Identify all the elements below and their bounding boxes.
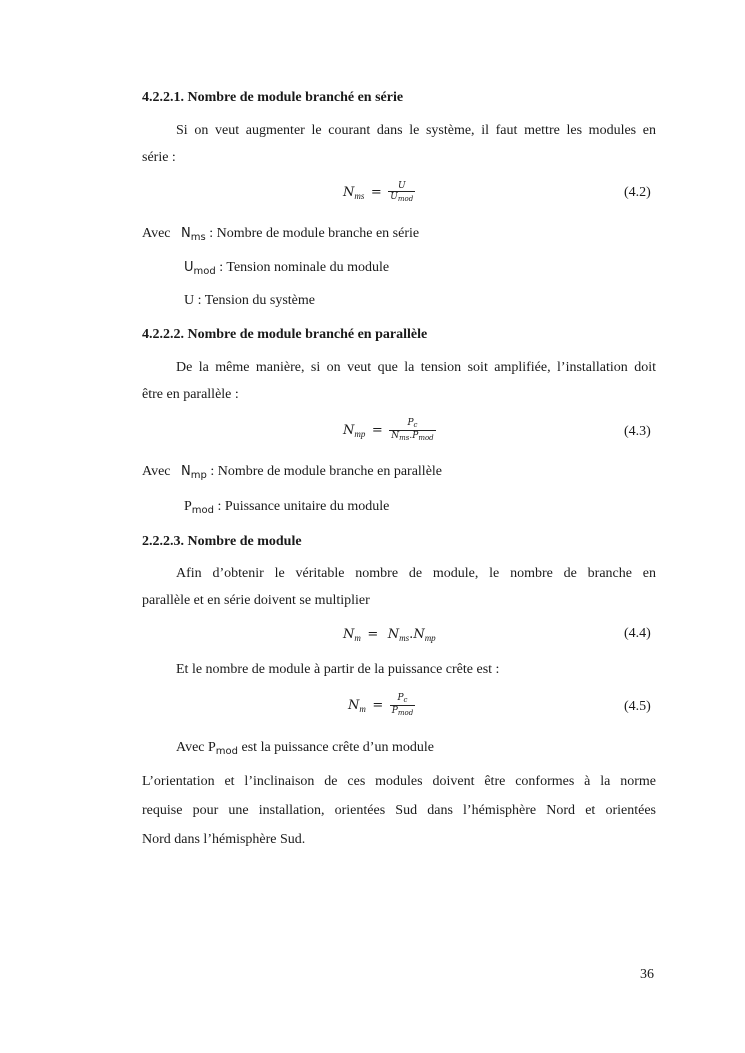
eq-num-main: P bbox=[407, 418, 414, 428]
paragraph-serie bbox=[142, 117, 656, 171]
eq-denominator bbox=[388, 192, 415, 205]
eq-num-sub: c bbox=[403, 696, 408, 704]
symbol-sub: mod bbox=[191, 505, 215, 516]
symbol-main: U bbox=[184, 260, 194, 275]
section-heading-2223: 2.2.2.3. Nombre de module bbox=[142, 534, 302, 549]
symbol-sub: mod bbox=[193, 266, 216, 277]
eq-lhs-sub: mp bbox=[354, 429, 366, 440]
definition-text: : Nombre de module branche en série bbox=[209, 226, 420, 241]
eq-term-sub: mp bbox=[424, 633, 436, 643]
eq-lhs-sub: ms bbox=[354, 191, 365, 202]
equation-4-4 bbox=[343, 626, 436, 647]
equation-number-4-4: (4.4) bbox=[624, 626, 651, 641]
eq-term-main: N bbox=[413, 627, 425, 642]
eq-den-main: U bbox=[390, 192, 398, 202]
eq-dot: . bbox=[409, 627, 414, 642]
avec-label: Avec bbox=[142, 226, 171, 241]
paragraph-line: L’orientation et l’inclinaison de ces modules doivent être conformes à la norme bbox=[142, 774, 656, 789]
eq-numerator bbox=[390, 693, 415, 706]
section-heading-4221: 4.2.2.1. Nombre de module branché en série bbox=[142, 90, 404, 105]
symbol-sub: ms bbox=[190, 232, 206, 243]
paragraph-line: parallèle et en série doivent se multiplier bbox=[142, 593, 370, 608]
eq-numerator: U bbox=[388, 181, 415, 192]
eq-den-main: P bbox=[412, 431, 419, 441]
eq-term-main: N bbox=[387, 627, 400, 642]
equation-4-5 bbox=[348, 693, 415, 719]
eq-denominator bbox=[389, 431, 435, 444]
definition-text: : Tension nominale du module bbox=[219, 260, 390, 275]
eq-lhs: N bbox=[343, 627, 355, 642]
eq-equals: = bbox=[370, 185, 382, 201]
eq-equals: = bbox=[372, 698, 384, 714]
definition-text: : Nombre de module branche en parallèle bbox=[210, 464, 443, 479]
paragraph-nombre-module bbox=[142, 560, 656, 614]
eq-lhs: N bbox=[348, 698, 360, 714]
definition-u: U : Tension du système bbox=[184, 293, 315, 308]
definition-pmod bbox=[184, 498, 389, 520]
eq-den-sub: mod bbox=[418, 434, 434, 442]
eq-lhs: N bbox=[343, 185, 355, 201]
eq-num-main: P bbox=[397, 693, 404, 703]
eq-num-sub: c bbox=[413, 421, 418, 429]
paragraph-line: série : bbox=[142, 150, 176, 165]
paragraph-line: requise pour une installation, orientées Sud dans l’hémisphère Nord et orientées bbox=[142, 803, 656, 818]
eq-den-main: P bbox=[391, 706, 398, 716]
eq-fraction bbox=[388, 181, 415, 205]
eq-lhs-sub: m bbox=[359, 704, 366, 715]
paragraph-line: Nord dans l’hémisphère Sud. bbox=[142, 832, 306, 847]
eq-lhs-sub: m bbox=[354, 633, 361, 643]
definition-umod bbox=[184, 259, 389, 281]
eq-fraction bbox=[390, 693, 415, 719]
paragraph-line: Si on veut augmenter le courant dans le système, il faut mettre les modules en bbox=[176, 123, 656, 138]
eq-den-sub: ms bbox=[399, 434, 410, 442]
equation-number-4-2: (4.2) bbox=[624, 185, 651, 200]
avec-pmod-line bbox=[176, 739, 434, 761]
section-heading-4222: 4.2.2.2. Nombre de module branché en parallèle bbox=[142, 327, 428, 342]
symbol-main: P bbox=[184, 499, 192, 514]
text-before-eq-4-5: Et le nombre de module à partir de la puissance crête est : bbox=[176, 662, 500, 677]
symbol-main: N bbox=[181, 464, 191, 479]
paragraph-parallele bbox=[142, 354, 656, 408]
equation-number-4-5: (4.5) bbox=[624, 699, 651, 714]
equation-number-4-3: (4.3) bbox=[624, 424, 651, 439]
avec-pmod-prefix: Avec P bbox=[176, 740, 216, 755]
paragraph-line: De la même manière, si on veut que la tension soit amplifiée, l’installation doit bbox=[176, 360, 656, 375]
equation-4-3 bbox=[343, 418, 436, 444]
avec-pmod-sub: mod bbox=[215, 746, 239, 757]
eq-term-sub: ms bbox=[399, 633, 410, 643]
avec-pmod-suffix: est la puissance crête d’un module bbox=[241, 740, 434, 755]
avec-label: Avec bbox=[142, 464, 171, 479]
eq-numerator bbox=[389, 418, 435, 431]
equation-4-2 bbox=[343, 181, 415, 205]
paragraph-line: Afin d’obtenir le véritable nombre de module, le nombre de branche en bbox=[176, 566, 656, 581]
definition-text: : Puissance unitaire du module bbox=[217, 499, 390, 514]
final-paragraph bbox=[142, 767, 656, 854]
eq-equals: = bbox=[371, 423, 383, 439]
eq-den-sub: mod bbox=[397, 195, 414, 203]
eq-fraction bbox=[389, 418, 435, 444]
eq-equals: = bbox=[367, 627, 379, 642]
page-number: 36 bbox=[640, 967, 654, 982]
eq-den-dot: . bbox=[409, 431, 413, 441]
symbol-sub: mp bbox=[190, 470, 207, 481]
paragraph-line: être en parallèle : bbox=[142, 387, 239, 402]
eq-lhs: N bbox=[343, 423, 355, 439]
eq-den-sub: mod bbox=[397, 709, 414, 717]
definition-nmp bbox=[142, 463, 442, 485]
eq-den-main: N bbox=[391, 431, 400, 441]
symbol-main: N bbox=[181, 226, 191, 241]
eq-denominator bbox=[390, 706, 415, 719]
definition-nms bbox=[142, 225, 419, 247]
